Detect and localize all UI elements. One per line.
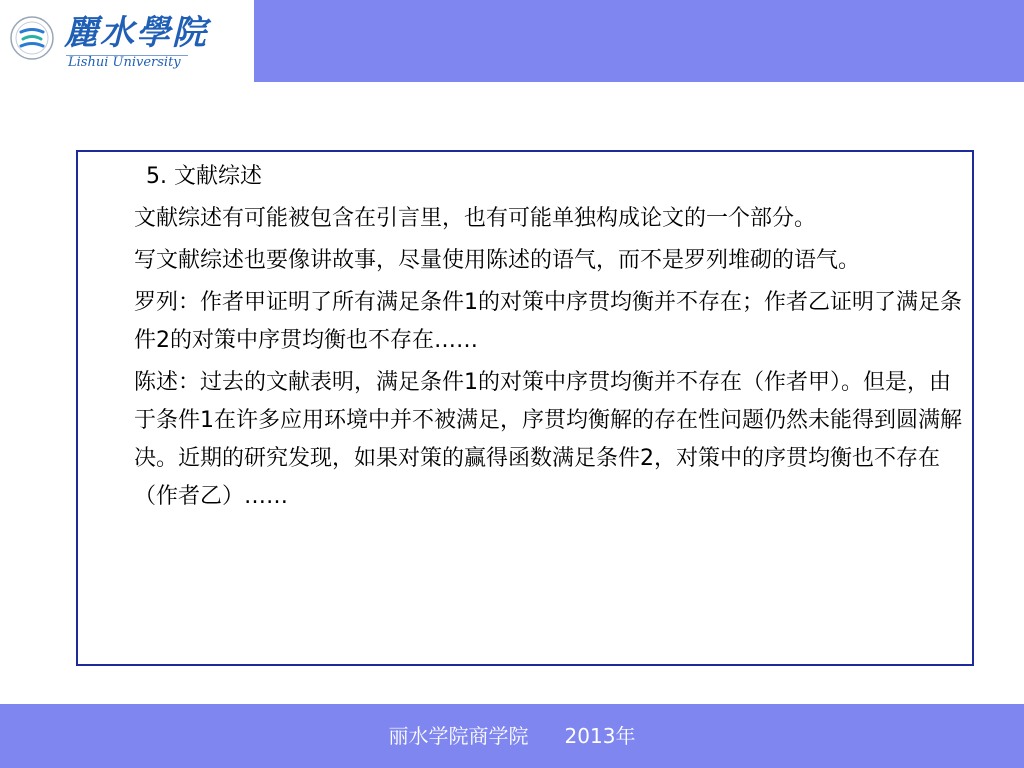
content-text: [134, 158, 966, 516]
footer-school: 丽水学院商学院: [388, 724, 529, 748]
university-seal-icon: [9, 15, 55, 61]
university-logo: [0, 0, 254, 82]
section-heading: 5. 文献综述: [146, 164, 262, 189]
paragraph-storytelling: 写文献综述也要像讲故事，尽量使用陈述的语气，而不是罗列堆砌的语气。: [134, 248, 861, 273]
footer: [0, 704, 1024, 768]
paragraph-intro: 文献综述有可能被包含在引言里，也有可能单独构成论文的一个部分。: [134, 206, 817, 231]
footer-year: 2013年: [564, 724, 636, 748]
paragraph-listing-example: 罗列：作者甲证明了所有满足条件1的对策中序贯均衡并不存在；作者乙证明了满足条件2的对策中序贯均衡也不存在……: [134, 290, 962, 353]
paragraph-narrative-example: 陈述：过去的文献表明，满足条件1的对策中序贯均衡并不存在（作者甲）。但是，由于条件1在许多应用环境中并不被满足，序贯均衡解的存在性问题仍然未能得到圆满解决。近期的研究发现，如果对策的赢得函数满足条件2，对策中的序贯均衡也不存在（作者乙）……: [134, 370, 962, 509]
logo-english-name: Lishui University: [68, 55, 181, 70]
logo-chinese-name: 麗水學院: [64, 13, 208, 53]
content-panel: [76, 150, 974, 666]
